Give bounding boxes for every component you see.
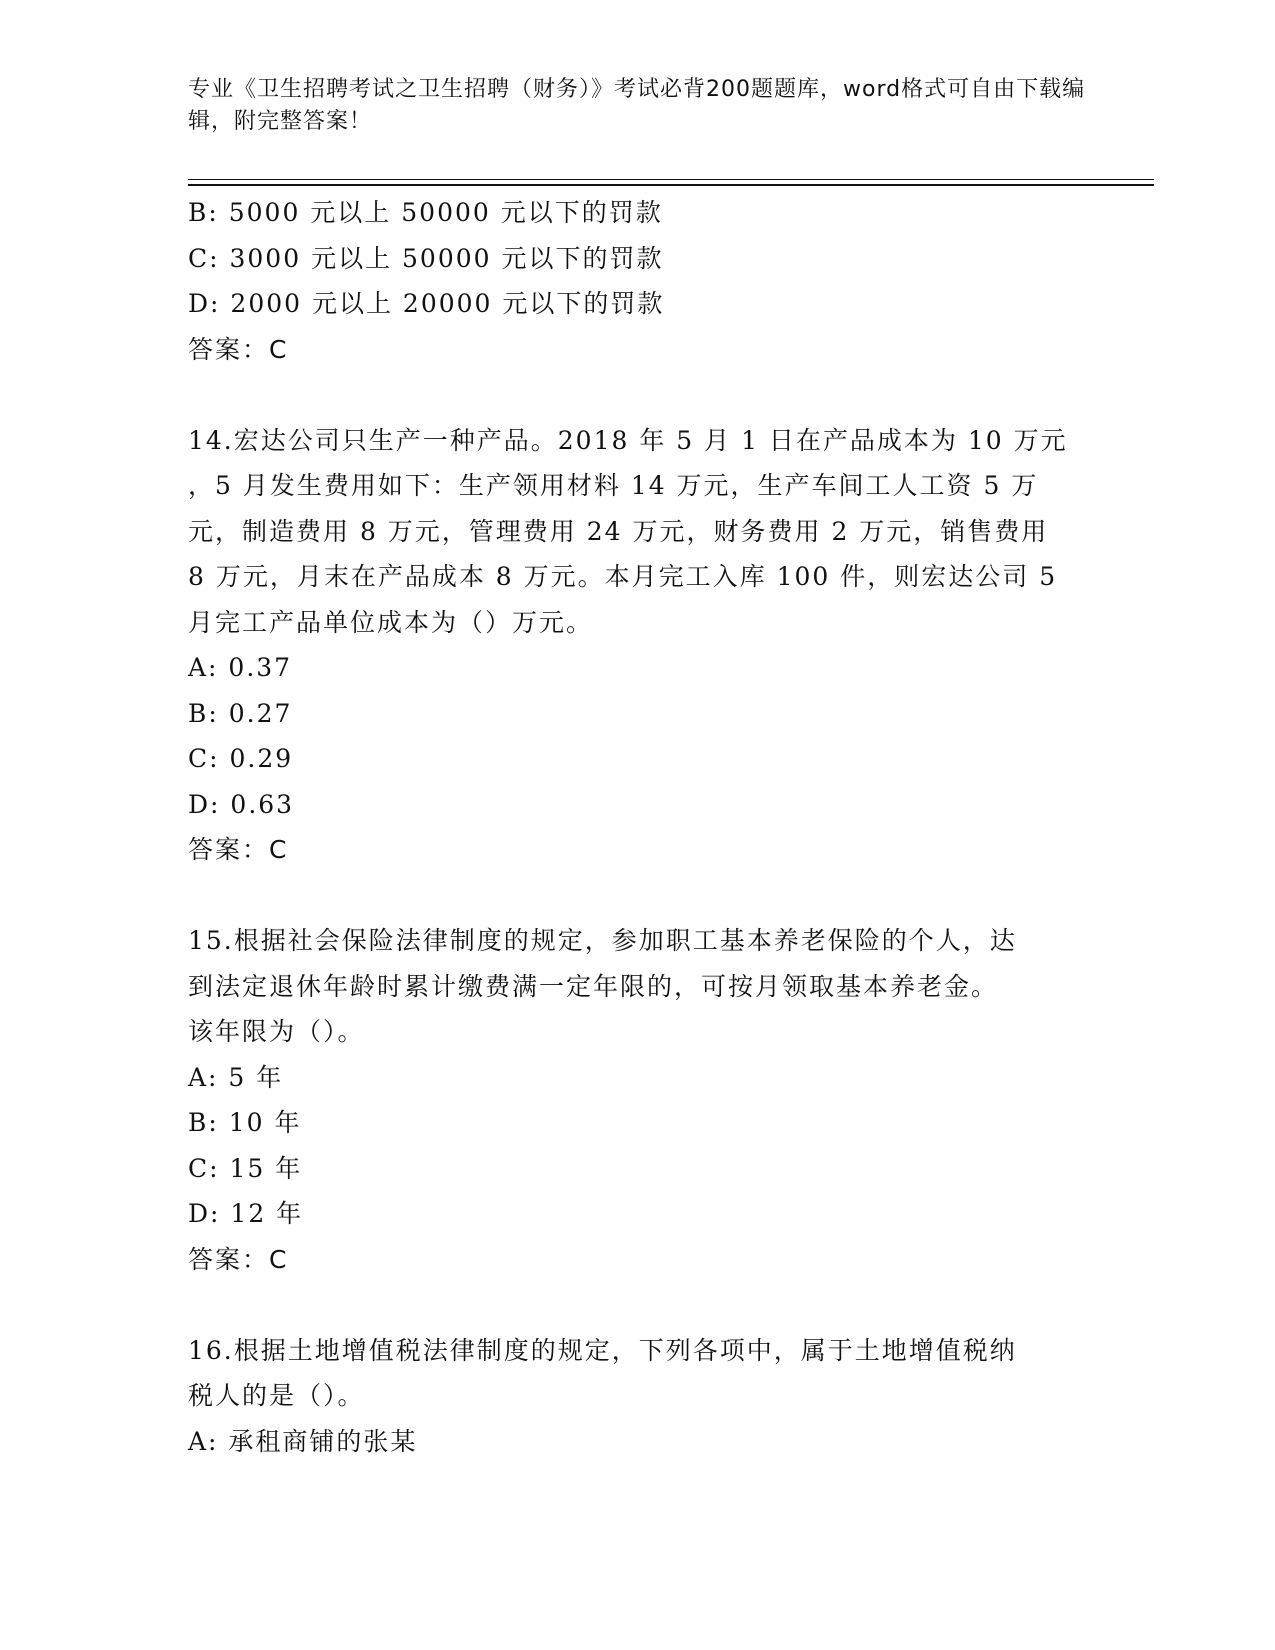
question-stem-line: 16.根据土地增值税法律制度的规定，下列各项中，属于土地增值税纳 bbox=[188, 1335, 1017, 1365]
answer-line: 答案：C bbox=[188, 334, 289, 364]
question-stem-line: 15.根据社会保险法律制度的规定，参加职工基本养老保险的个人，达 bbox=[188, 926, 1017, 955]
question-13-continued bbox=[188, 190, 1068, 372]
question-stem-line: 元，制造费用 8 万元，管理费用 24 万元，财务费用 2 万元，销售费用 bbox=[188, 516, 1049, 546]
option-b: B: 10 年 bbox=[188, 1108, 302, 1137]
option-a: A: 0.37 bbox=[188, 653, 293, 682]
question-stem-line: ，5 月发生费用如下：生产领用材料 14 万元，生产车间工人工资 5 万 bbox=[188, 471, 1039, 500]
header-divider-thick bbox=[188, 184, 1154, 186]
option-c: C: 0.29 bbox=[188, 744, 294, 773]
question-stem-line: 该年限为（）。 bbox=[188, 1017, 365, 1046]
option-c: C: 15 年 bbox=[188, 1153, 303, 1183]
option-a: A: 5 年 bbox=[188, 1062, 284, 1092]
spacer bbox=[188, 1282, 1068, 1328]
option-b: B: 5000 元以上 50000 元以下的罚款 bbox=[188, 198, 663, 227]
question-list bbox=[188, 190, 1068, 1464]
option-c: C: 3000 元以上 50000 元以下的罚款 bbox=[188, 243, 664, 273]
option-d: D: 2000 元以上 20000 元以下的罚款 bbox=[188, 289, 665, 318]
question-14 bbox=[188, 418, 1068, 873]
header-divider-thin bbox=[188, 179, 1154, 180]
question-stem-line: 到法定退休年龄时累计缴费满一定年限的，可按月领取基本养老金。 bbox=[188, 971, 999, 1001]
answer-line: 答案：C bbox=[188, 835, 289, 864]
option-d: D: 0.63 bbox=[188, 789, 295, 819]
option-b: B: 0.27 bbox=[188, 698, 293, 728]
question-15 bbox=[188, 918, 1068, 1282]
question-stem-line: 月完工产品单位成本为（）万元。 bbox=[188, 607, 594, 637]
option-d: D: 12 年 bbox=[188, 1199, 304, 1228]
page-header: 专业《卫生招聘考试之卫生招聘（财务）》考试必背200题题库，word格式可自由下载编辑，附完整答案！ bbox=[188, 77, 1086, 134]
question-16 bbox=[188, 1328, 1068, 1465]
question-stem-line: 8 万元，月末在产品成本 8 万元。本月完工入库 100 件，则宏达公司 5 bbox=[188, 562, 1058, 591]
spacer bbox=[188, 873, 1068, 919]
spacer bbox=[188, 372, 1068, 418]
question-stem-line: 税人的是（）。 bbox=[188, 1381, 365, 1410]
answer-line: 答案：C bbox=[188, 1244, 289, 1274]
question-stem-line: 14.宏达公司只生产一种产品。2018 年 5 月 1 日在产品成本为 10 万元 bbox=[188, 425, 1068, 455]
option-a: A: 承租商铺的张某 bbox=[188, 1426, 418, 1456]
